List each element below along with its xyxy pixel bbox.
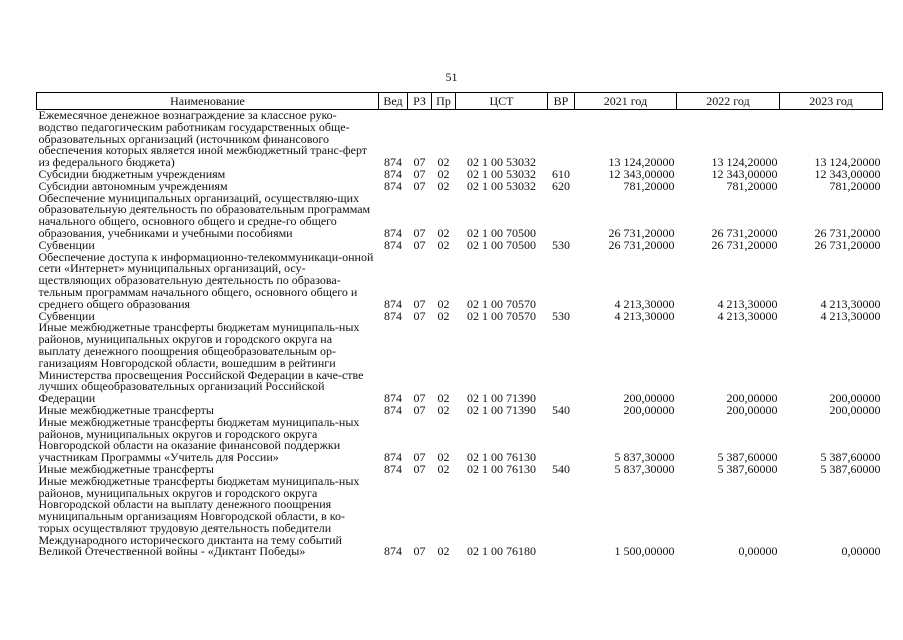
cell-rz: 07	[413, 391, 426, 406]
cell-vr	[548, 322, 575, 405]
cell-2022: 4 213,30000	[717, 308, 778, 323]
cell-ved: 874	[384, 225, 402, 240]
cell-2021: 200,00000	[623, 402, 675, 417]
cell-pr: 02	[437, 308, 450, 323]
cell-2022: 0,00000	[738, 544, 778, 559]
budget-table	[36, 92, 883, 558]
cell-name: Иные межбюджетные трансферты бюджетам муниципаль-ных районов, муниципальных округов и городского округа Новгородской области на оказание финансовой поддержки участникам Программы «Учитель для России»	[38, 414, 360, 465]
cell-2023: 5 387,60000	[820, 461, 881, 476]
cell-vr: 530	[552, 308, 570, 323]
cell-2021: 781,20000	[623, 178, 675, 193]
cell-2023: 12 343,00000	[814, 166, 881, 181]
cell-ved: 874	[384, 402, 402, 417]
cell-2021: 4 213,30000	[614, 308, 675, 323]
cell-ved: 874	[384, 296, 402, 311]
cell-ved: 874	[384, 166, 402, 181]
cell-cst: 02 1 00 53032	[467, 155, 536, 170]
cell-rz: 07	[413, 544, 426, 559]
cell-name: Субсидии бюджетным учреждениям	[38, 166, 226, 181]
cell-rz: 07	[413, 402, 426, 417]
cell-pr: 02	[437, 166, 450, 181]
cell-vr	[548, 252, 575, 311]
header-name: Наименование	[37, 93, 379, 110]
cell-pr: 02	[437, 391, 450, 406]
header-cst: ЦСТ	[456, 93, 548, 110]
header-pr: Пр	[432, 93, 456, 110]
table-row	[37, 252, 883, 311]
cell-rz: 07	[413, 308, 426, 323]
cell-cst: 02 1 00 71390	[467, 402, 536, 417]
cell-name: Субвенции	[38, 237, 95, 252]
table-row	[37, 417, 883, 464]
header-2023: 2023 год	[780, 93, 883, 110]
cell-2023: 26 731,20000	[814, 225, 881, 240]
cell-2021: 26 731,20000	[608, 225, 675, 240]
cell-vr: 540	[552, 461, 570, 476]
cell-2022: 26 731,20000	[711, 237, 778, 252]
cell-cst: 02 1 00 70500	[467, 225, 536, 240]
cell-ved: 874	[384, 155, 402, 170]
page-number: 51	[445, 70, 458, 84]
cell-2023: 200,00000	[829, 402, 881, 417]
cell-name: Иные межбюджетные трансферты	[38, 402, 214, 417]
cell-pr: 02	[437, 296, 450, 311]
cell-cst: 02 1 00 76130	[467, 450, 536, 465]
cell-name: Субсидии автономным учреждениям	[38, 178, 228, 193]
cell-name: Иные межбюджетные трансферты	[38, 461, 214, 476]
header-rz: РЗ	[408, 93, 432, 110]
cell-ved: 874	[384, 391, 402, 406]
cell-vr: 620	[552, 178, 570, 193]
cell-vr	[548, 193, 575, 240]
cell-2023: 4 213,30000	[820, 308, 881, 323]
cell-pr: 02	[437, 402, 450, 417]
cell-rz: 07	[413, 237, 426, 252]
cell-vr: 610	[552, 166, 570, 181]
cell-rz: 07	[413, 178, 426, 193]
cell-pr: 02	[437, 155, 450, 170]
cell-pr: 02	[437, 544, 450, 559]
cell-2022: 200,00000	[726, 391, 778, 406]
cell-rz: 07	[413, 450, 426, 465]
cell-rz: 07	[413, 296, 426, 311]
cell-name: Субвенции	[38, 308, 95, 323]
cell-2022: 26 731,20000	[711, 225, 778, 240]
cell-2021: 4 213,30000	[614, 296, 675, 311]
cell-2022: 4 213,30000	[717, 296, 778, 311]
cell-vr	[548, 110, 575, 169]
table-row	[37, 476, 883, 559]
table-row	[37, 193, 883, 240]
cell-name: Иные межбюджетные трансферты бюджетам муниципаль-ных районов, муниципальных округов и городского округа на выплату денежного поощрения общеобразовательным ор-ганизациям Новгородской области, вошедшим в рейтинги Министерства просвещения Российской Федерации в каче-стве лучших общеобразовательных организаций Российской Федерации	[38, 320, 364, 406]
cell-name: Ежемесячное денежное вознаграждение за классное руко-водство педагогическим работникам государственных обще-образовательных организаций (источником финансового обеспечения которых является иной межбюджетный транс-ферт из федерального бюджета)	[38, 108, 368, 170]
cell-cst: 02 1 00 70570	[467, 296, 536, 311]
cell-cst: 02 1 00 76180	[467, 544, 536, 559]
cell-rz: 07	[413, 225, 426, 240]
header-2022: 2022 год	[677, 93, 780, 110]
cell-2023: 26 731,20000	[814, 237, 881, 252]
cell-ved: 874	[384, 544, 402, 559]
cell-ved: 874	[384, 461, 402, 476]
cell-2021: 5 837,30000	[614, 450, 675, 465]
cell-2021: 13 124,20000	[608, 155, 675, 170]
cell-2022: 12 343,00000	[711, 166, 778, 181]
cell-rz: 07	[413, 155, 426, 170]
cell-ved: 874	[384, 308, 402, 323]
cell-2021: 200,00000	[623, 391, 675, 406]
cell-2023: 5 387,60000	[820, 450, 881, 465]
cell-2022: 781,20000	[726, 178, 778, 193]
cell-2021: 5 837,30000	[614, 461, 675, 476]
cell-2023: 200,00000	[829, 391, 881, 406]
cell-name: Обеспечение муниципальных организаций, осуществляю-щих образовательную деятельность по образовательным программам начального общего, основного общего и средне-го общего образования, учебниками и учебными пособиями	[38, 190, 371, 240]
cell-pr: 02	[437, 225, 450, 240]
cell-rz: 07	[413, 166, 426, 181]
cell-2021: 26 731,20000	[608, 237, 675, 252]
cell-2022: 200,00000	[726, 402, 778, 417]
cell-2022: 5 387,60000	[717, 450, 778, 465]
cell-pr: 02	[437, 461, 450, 476]
cell-2023: 0,00000	[841, 544, 881, 559]
cell-name: Иные межбюджетные трансферты бюджетам муниципаль-ных районов, муниципальных округов и городского округа Новгородской области на выплату денежного поощрения муниципальным организациям Новгородской области, в ко-торых осуществляют трудовую деятельность победители Международного исторического диктанта на тему событий Великой Отечественной войны - «Диктант Победы»	[38, 473, 360, 559]
cell-pr: 02	[437, 237, 450, 252]
cell-pr: 02	[437, 178, 450, 193]
table-header-row	[37, 93, 883, 110]
cell-pr: 02	[437, 450, 450, 465]
table-body	[37, 110, 883, 559]
header-2021: 2021 год	[575, 93, 677, 110]
table-row	[37, 322, 883, 405]
cell-ved: 874	[384, 178, 402, 193]
cell-ved: 874	[384, 450, 402, 465]
header-vr: ВР	[548, 93, 575, 110]
cell-cst: 02 1 00 70570	[467, 308, 536, 323]
cell-rz: 07	[413, 461, 426, 476]
cell-2021: 12 343,00000	[608, 166, 675, 181]
header-ved: Вед	[379, 93, 408, 110]
cell-cst: 02 1 00 76130	[467, 461, 536, 476]
cell-2022: 5 387,60000	[717, 461, 778, 476]
cell-vr	[548, 417, 575, 464]
cell-cst: 02 1 00 53032	[467, 166, 536, 181]
cell-ved: 874	[384, 237, 402, 252]
table-row	[37, 110, 883, 169]
cell-vr: 530	[552, 237, 570, 252]
cell-2022: 13 124,20000	[711, 155, 778, 170]
cell-vr	[548, 476, 575, 559]
cell-2023: 4 213,30000	[820, 296, 881, 311]
cell-2023: 13 124,20000	[814, 155, 881, 170]
cell-name: Обеспечение доступа к информационно-телекоммуникаци-онной сети «Интернет» муниципальных организаций, осу-ществляющих образовательную деятельность по образова-тельным программам начального общего, основного общего и среднего общего образования	[38, 249, 374, 311]
cell-2023: 781,20000	[829, 178, 881, 193]
cell-2021: 1 500,00000	[614, 544, 675, 559]
cell-cst: 02 1 00 71390	[467, 391, 536, 406]
cell-vr: 540	[552, 402, 570, 417]
cell-cst: 02 1 00 53032	[467, 178, 536, 193]
cell-cst: 02 1 00 70500	[467, 237, 536, 252]
